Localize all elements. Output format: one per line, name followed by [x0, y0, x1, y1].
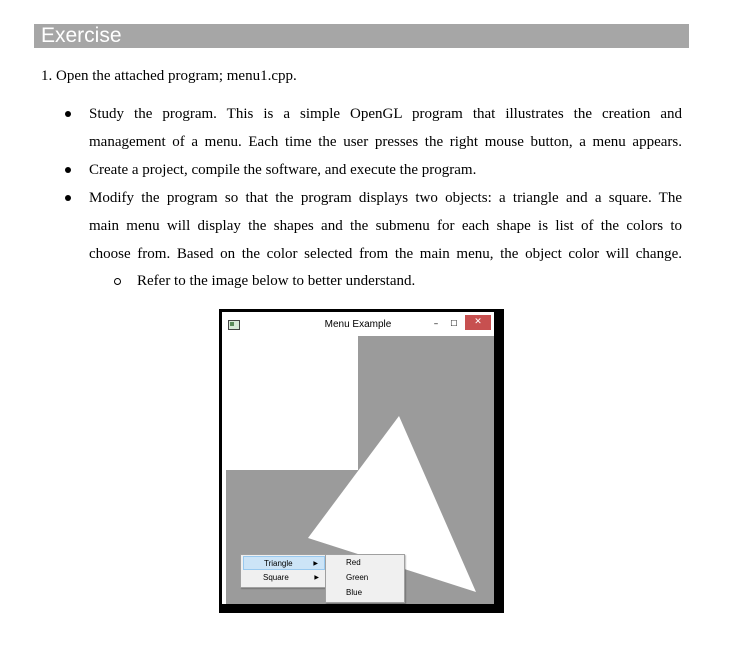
bullet-3-line-3: choose from. Based on the color selected from the main menu, the object color will change. [89, 246, 682, 262]
bullet-dot [65, 111, 71, 117]
menu-item-square[interactable] [243, 571, 325, 585]
bullet-dot [65, 195, 71, 201]
minimize-icon[interactable]: – [433, 319, 439, 329]
menu-item-triangle[interactable] [243, 556, 325, 570]
submenu-arrow-icon: ▶ [314, 575, 319, 581]
bullet-3-line-1: Modify the program so that the program displays two objects: a triangle and a square. The [89, 190, 682, 206]
menu-item-label: Square [263, 573, 289, 582]
context-sub-menu [325, 554, 405, 603]
bullet-1-line-2: management of a menu. Each time the user presses the right mouse button, a menu appears. [89, 134, 682, 150]
bullet-1-line-1: Study the program. This is a simple OpenGL program that illustrates the creation and [89, 106, 682, 122]
close-icon[interactable]: ✕ [465, 315, 491, 330]
submenu-item-red[interactable]: Red [346, 558, 361, 567]
window-title: Menu Example [324, 319, 392, 330]
step-1-text: 1. Open the attached program; menu1.cpp. [41, 68, 297, 84]
sub-bullet-circle [114, 278, 121, 285]
menu-item-label: Triangle [264, 559, 293, 568]
menu-example-window [222, 312, 494, 604]
bullet-dot [65, 167, 71, 173]
submenu-arrow-icon: ▶ [313, 561, 318, 567]
menu-example-screenshot [219, 309, 504, 613]
submenu-item-blue[interactable]: Blue [346, 588, 363, 597]
bullet-3-line-2: main menu will display the shapes and the submenu for each shape is list of the colors to [89, 218, 682, 234]
sub-bullet-text: Refer to the image below to better understand. [137, 273, 416, 289]
maximize-icon[interactable]: ☐ [450, 319, 458, 328]
submenu-item-green[interactable]: Green [346, 573, 369, 582]
window-title-bar [222, 312, 494, 336]
context-main-menu [240, 554, 329, 588]
bullet-2-line-1: Create a project, compile the software, and execute the program. [89, 162, 477, 178]
exercise-title: Exercise [41, 24, 122, 47]
opengl-canvas[interactable] [226, 336, 494, 604]
exercise-header [34, 24, 689, 48]
